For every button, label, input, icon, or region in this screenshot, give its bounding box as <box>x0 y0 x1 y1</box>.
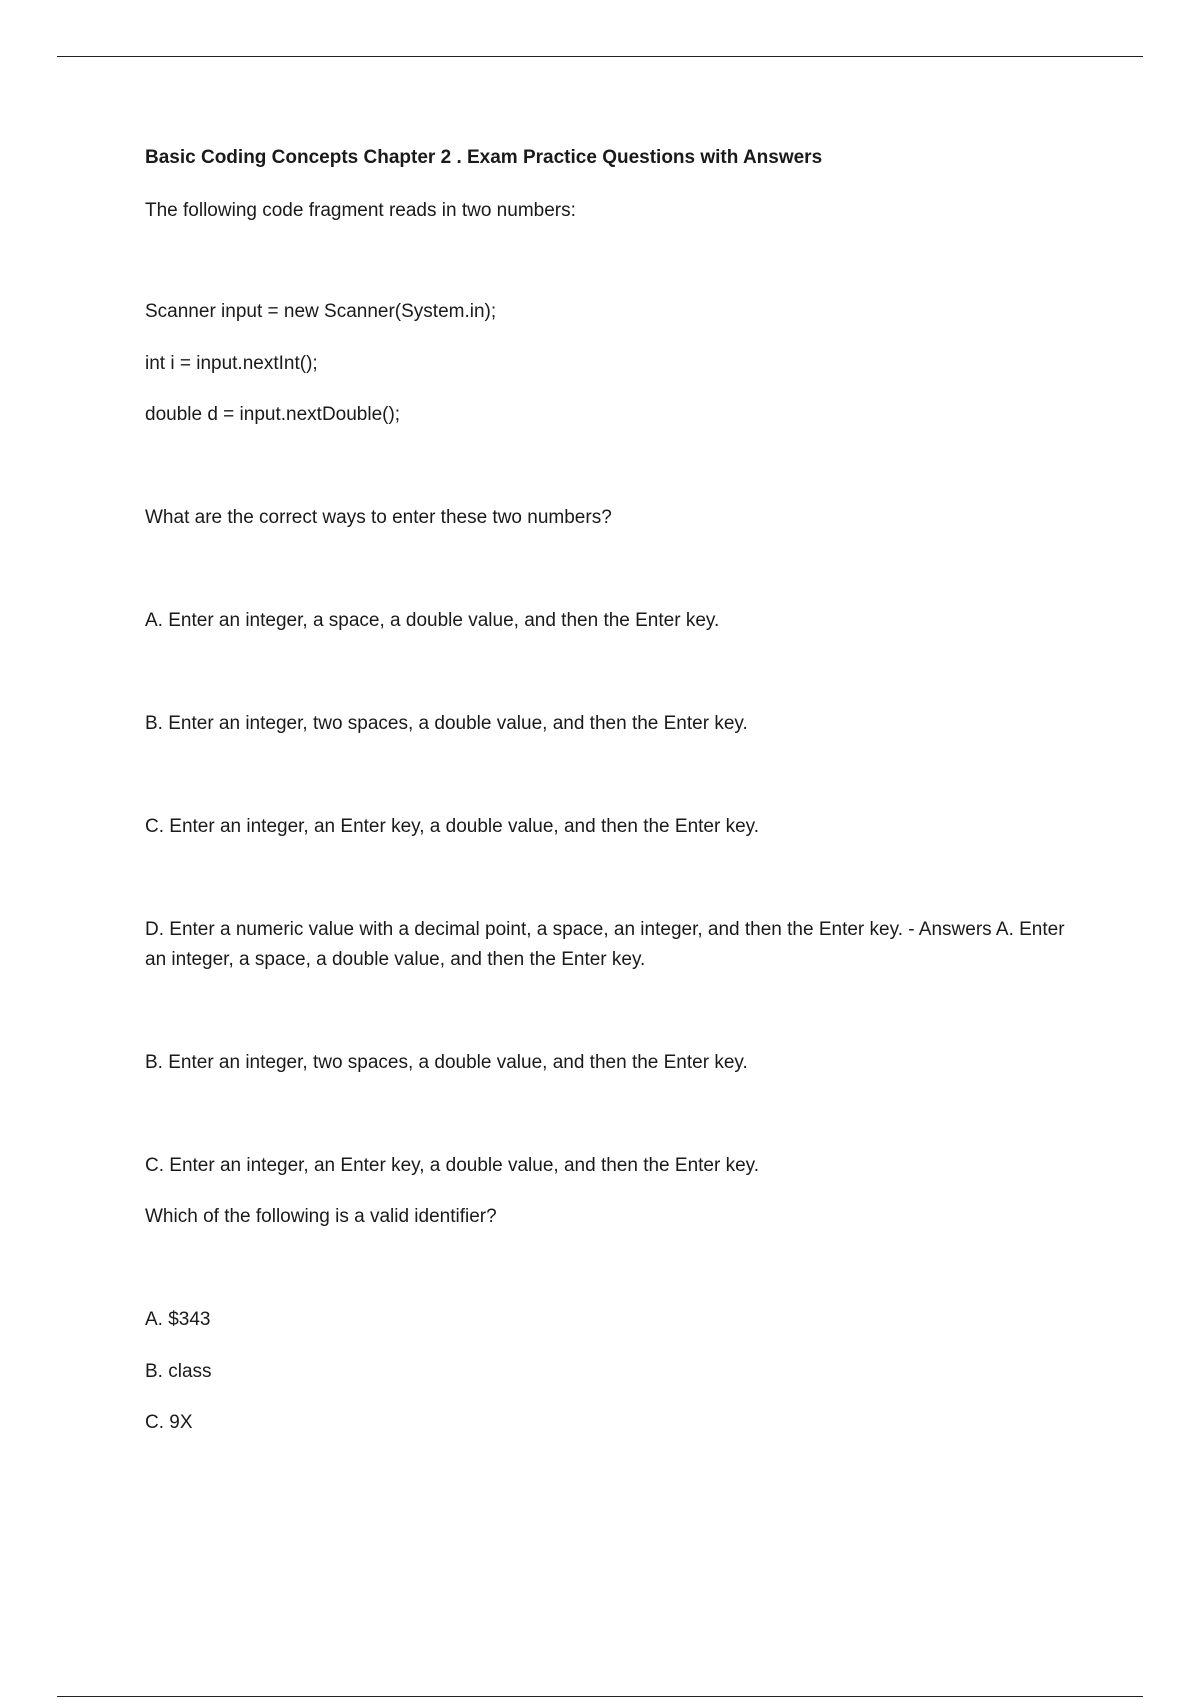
question-2-option-c: C. 9X <box>145 1412 193 1433</box>
question-2-option-b: B. class <box>145 1361 212 1382</box>
question-1-answer-c: C. Enter an integer, an Enter key, a double value, and then the Enter key. <box>145 1155 760 1176</box>
bottom-rule <box>57 1696 1143 1697</box>
question-1-answer-b: B. Enter an integer, two spaces, a double value, and then the Enter key. <box>145 1052 748 1073</box>
question-2-option-a: A. $343 <box>145 1309 211 1330</box>
question-1-option-a: A. Enter an integer, a space, a double value, and then the Enter key. <box>145 610 720 631</box>
code-line-1: Scanner input = new Scanner(System.in); <box>145 301 497 322</box>
code-line-3: double d = input.nextDouble(); <box>145 404 401 425</box>
question-1-option-c: C. Enter an integer, an Enter key, a double value, and then the Enter key. <box>145 816 760 837</box>
code-line-2: int i = input.nextInt(); <box>145 353 318 374</box>
question-1-option-d-answer: D. Enter a numeric value with a decimal point, a space, an integer, and then the Enter key. - Answers A. Enter an integer, a space, a double value, and then the Enter key. <box>145 919 1065 970</box>
question-2-prompt: Which of the following is a valid identifier? <box>145 1206 497 1227</box>
document-title: Basic Coding Concepts Chapter 2 . Exam Practice Questions with Answers <box>145 147 823 168</box>
intro-text: The following code fragment reads in two numbers: <box>145 200 576 221</box>
question-1-prompt: What are the correct ways to enter these two numbers? <box>145 507 612 528</box>
question-1-option-b: B. Enter an integer, two spaces, a double value, and then the Enter key. <box>145 713 748 734</box>
top-rule <box>57 56 1143 57</box>
